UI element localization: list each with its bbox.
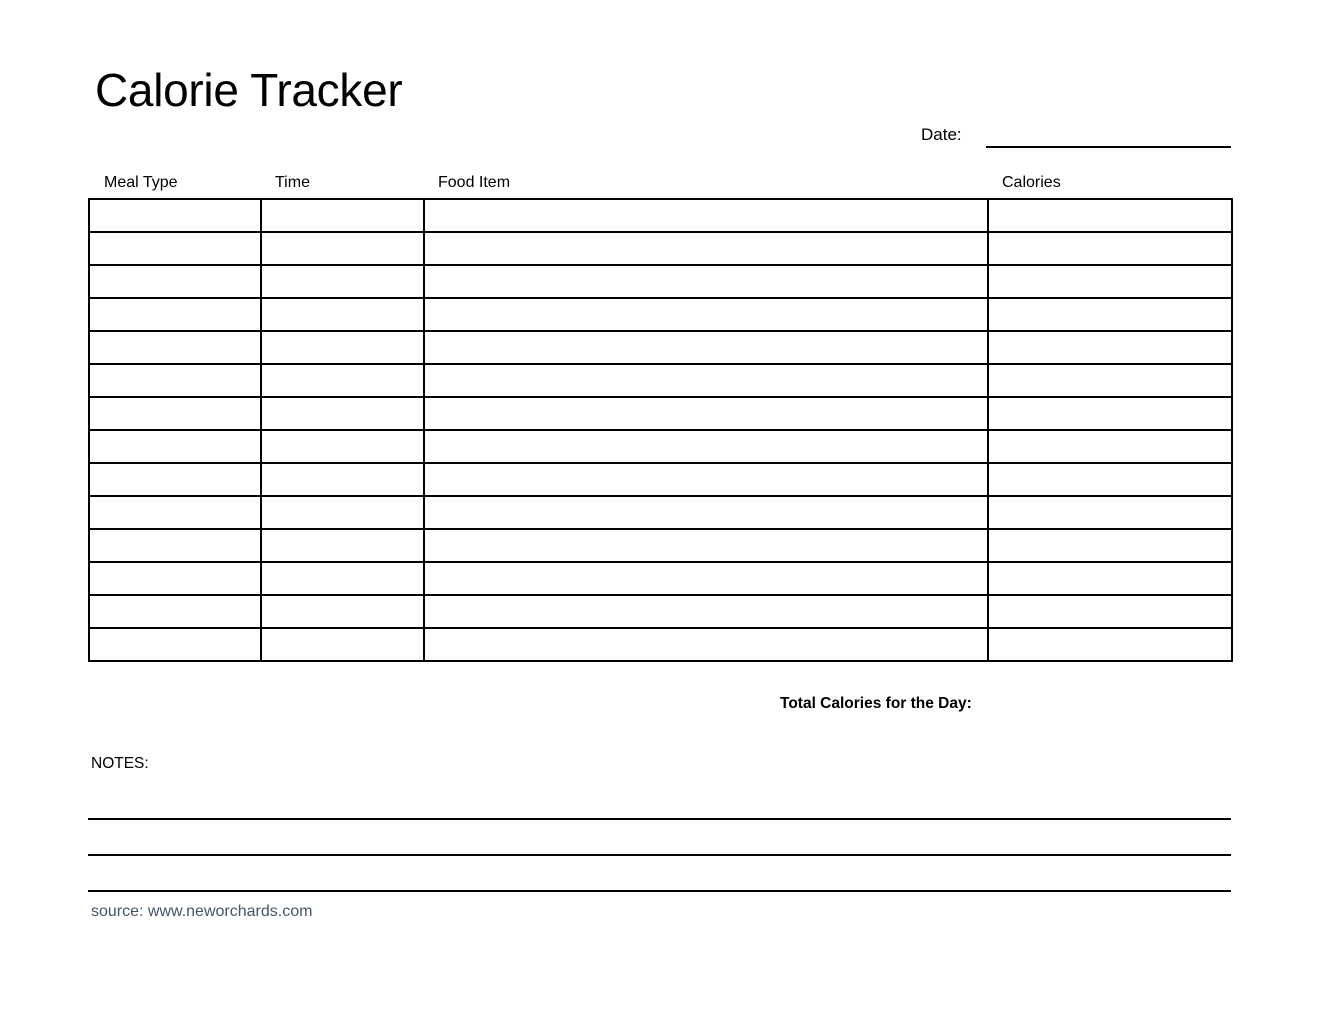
time-cell[interactable] — [261, 298, 424, 331]
calories-cell[interactable] — [988, 430, 1232, 463]
calories-cell[interactable] — [988, 628, 1232, 661]
calories-cell[interactable] — [988, 562, 1232, 595]
table-row — [89, 562, 1232, 595]
table-row — [89, 331, 1232, 364]
time-cell[interactable] — [261, 496, 424, 529]
food-item-cell[interactable] — [424, 232, 988, 265]
calories-cell[interactable] — [988, 496, 1232, 529]
table-row — [89, 628, 1232, 661]
table-row — [89, 298, 1232, 331]
food-item-cell[interactable] — [424, 298, 988, 331]
food-item-cell[interactable] — [424, 529, 988, 562]
table-row — [89, 199, 1232, 232]
time-cell[interactable] — [261, 628, 424, 661]
notes-line-1[interactable] — [88, 818, 1231, 820]
food-item-cell[interactable] — [424, 364, 988, 397]
column-header-meal-type: Meal Type — [104, 174, 178, 191]
calories-cell[interactable] — [988, 364, 1232, 397]
food-item-cell[interactable] — [424, 562, 988, 595]
notes-line-2[interactable] — [88, 854, 1231, 856]
date-label: Date: — [921, 125, 962, 144]
meal-type-cell[interactable] — [89, 496, 261, 529]
calories-cell[interactable] — [988, 397, 1232, 430]
meal-type-cell[interactable] — [89, 430, 261, 463]
food-item-cell[interactable] — [424, 331, 988, 364]
date-field-line[interactable] — [986, 146, 1231, 148]
calories-cell[interactable] — [988, 529, 1232, 562]
calories-cell[interactable] — [988, 463, 1232, 496]
meal-type-cell[interactable] — [89, 298, 261, 331]
meal-type-cell[interactable] — [89, 562, 261, 595]
time-cell[interactable] — [261, 232, 424, 265]
calories-cell[interactable] — [988, 298, 1232, 331]
food-item-cell[interactable] — [424, 397, 988, 430]
calories-cell[interactable] — [988, 331, 1232, 364]
table-row — [89, 397, 1232, 430]
food-item-cell[interactable] — [424, 463, 988, 496]
meal-type-cell[interactable] — [89, 397, 261, 430]
notes-label: NOTES: — [91, 755, 149, 772]
meal-type-cell[interactable] — [89, 232, 261, 265]
page-title: Calorie Tracker — [95, 64, 403, 116]
meal-type-cell[interactable] — [89, 199, 261, 232]
table-row — [89, 232, 1232, 265]
food-item-cell[interactable] — [424, 265, 988, 298]
calories-cell[interactable] — [988, 232, 1232, 265]
table-row — [89, 496, 1232, 529]
calories-cell[interactable] — [988, 595, 1232, 628]
table-row — [89, 529, 1232, 562]
meal-type-cell[interactable] — [89, 364, 261, 397]
table-row — [89, 463, 1232, 496]
table-row — [89, 430, 1232, 463]
notes-line-3[interactable] — [88, 890, 1231, 892]
column-header-time: Time — [275, 174, 310, 191]
column-header-calories: Calories — [1002, 174, 1061, 191]
time-cell[interactable] — [261, 331, 424, 364]
meal-type-cell[interactable] — [89, 628, 261, 661]
time-cell[interactable] — [261, 397, 424, 430]
time-cell[interactable] — [261, 529, 424, 562]
calories-cell[interactable] — [988, 265, 1232, 298]
total-calories-label: Total Calories for the Day: — [780, 695, 972, 712]
food-item-cell[interactable] — [424, 595, 988, 628]
food-item-cell[interactable] — [424, 496, 988, 529]
food-item-cell[interactable] — [424, 430, 988, 463]
column-header-food-item: Food Item — [438, 174, 511, 191]
source-credit: source: www.neworchards.com — [91, 903, 313, 920]
food-item-cell[interactable] — [424, 628, 988, 661]
time-cell[interactable] — [261, 430, 424, 463]
time-cell[interactable] — [261, 562, 424, 595]
meal-type-cell[interactable] — [89, 595, 261, 628]
time-cell[interactable] — [261, 595, 424, 628]
calories-cell[interactable] — [988, 199, 1232, 232]
table-row — [89, 265, 1232, 298]
time-cell[interactable] — [261, 463, 424, 496]
meal-type-cell[interactable] — [89, 331, 261, 364]
meal-type-cell[interactable] — [89, 265, 261, 298]
table-row — [89, 595, 1232, 628]
calorie-log-table — [88, 198, 1233, 662]
meal-type-cell[interactable] — [89, 463, 261, 496]
table-row — [89, 364, 1232, 397]
time-cell[interactable] — [261, 265, 424, 298]
food-item-cell[interactable] — [424, 199, 988, 232]
meal-type-cell[interactable] — [89, 529, 261, 562]
time-cell[interactable] — [261, 364, 424, 397]
time-cell[interactable] — [261, 199, 424, 232]
